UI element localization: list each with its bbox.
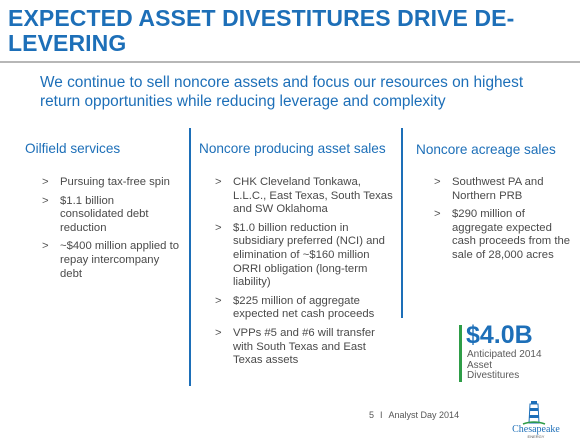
- bullet-chevron-icon: >: [215, 326, 222, 339]
- bullet-chevron-icon: >: [215, 221, 222, 234]
- logo-wordmark: Chesapeake: [512, 424, 560, 435]
- bullet-chevron-icon: >: [434, 208, 441, 221]
- list-item: > $1.0 billion reduction in subsidiary preferred (NCI) and elimination of ~$160 million ORRI obligation (long-term liability): [215, 221, 385, 289]
- callout-value: $4.0B: [466, 321, 533, 349]
- footer: [369, 410, 459, 421]
- lighthouse-icon: [523, 401, 545, 424]
- list-item: > ~$400 million applied to repay intercompany debt: [42, 240, 180, 280]
- list-item: > VPPs #5 and #6 will transfer with South Texas and East Texas assets: [215, 326, 375, 367]
- footer-event: Analyst Day 2014: [388, 410, 460, 420]
- column-heading-oilfield-services: Oilfield services: [25, 141, 121, 156]
- list-item: > CHK Cleveland Tonkawa, L.L.C., East Texas, South Texas and SW Oklahoma: [215, 176, 393, 216]
- slide-title: EXPECTED ASSET DIVESTITURES DRIVE DE-LEVERING: [8, 5, 515, 56]
- bullet-chevron-icon: >: [215, 176, 222, 188]
- bullet-list-oilfield-services: [42, 176, 180, 286]
- column-heading-noncore-acreage: Noncore acreage sales: [416, 142, 556, 157]
- callout-accent-bar: [459, 325, 462, 382]
- list-item: > $290 million of aggregate expected cash proceeds from the sale of 28,000 acres: [434, 208, 571, 261]
- bullet-chevron-icon: >: [42, 176, 49, 188]
- title-rule: [0, 61, 580, 63]
- list-item: > Pursuing tax-free spin: [42, 176, 170, 188]
- column-heading-noncore-producing: Noncore producing asset sales: [199, 141, 386, 156]
- page-number: 5: [369, 410, 375, 420]
- list-item: > Southwest PA and Northern PRB: [434, 176, 544, 202]
- bullet-list-noncore-producing: [215, 176, 393, 373]
- bullet-chevron-icon: >: [434, 176, 441, 188]
- slide-subtitle: We continue to sell noncore assets and focus our resources on highest return opportunities while reducing leverage and complexity: [40, 74, 524, 110]
- bullet-chevron-icon: >: [42, 240, 49, 253]
- list-item: > $1.1 billion consolidated debt reduction: [42, 194, 149, 234]
- footer-separator: I: [380, 410, 383, 420]
- bullet-list-noncore-acreage: [434, 176, 576, 268]
- callout-label: Anticipated 2014 Asset Divestitures: [467, 349, 542, 381]
- chesapeake-logo: [505, 398, 567, 440]
- bullet-chevron-icon: >: [215, 294, 222, 307]
- column-divider-left: [189, 128, 191, 386]
- logo-tagline: ENERGY: [527, 434, 545, 439]
- list-item: > $225 million of aggregate expected net cash proceeds: [215, 294, 375, 321]
- column-divider-right: [401, 128, 403, 318]
- bullet-chevron-icon: >: [42, 194, 49, 207]
